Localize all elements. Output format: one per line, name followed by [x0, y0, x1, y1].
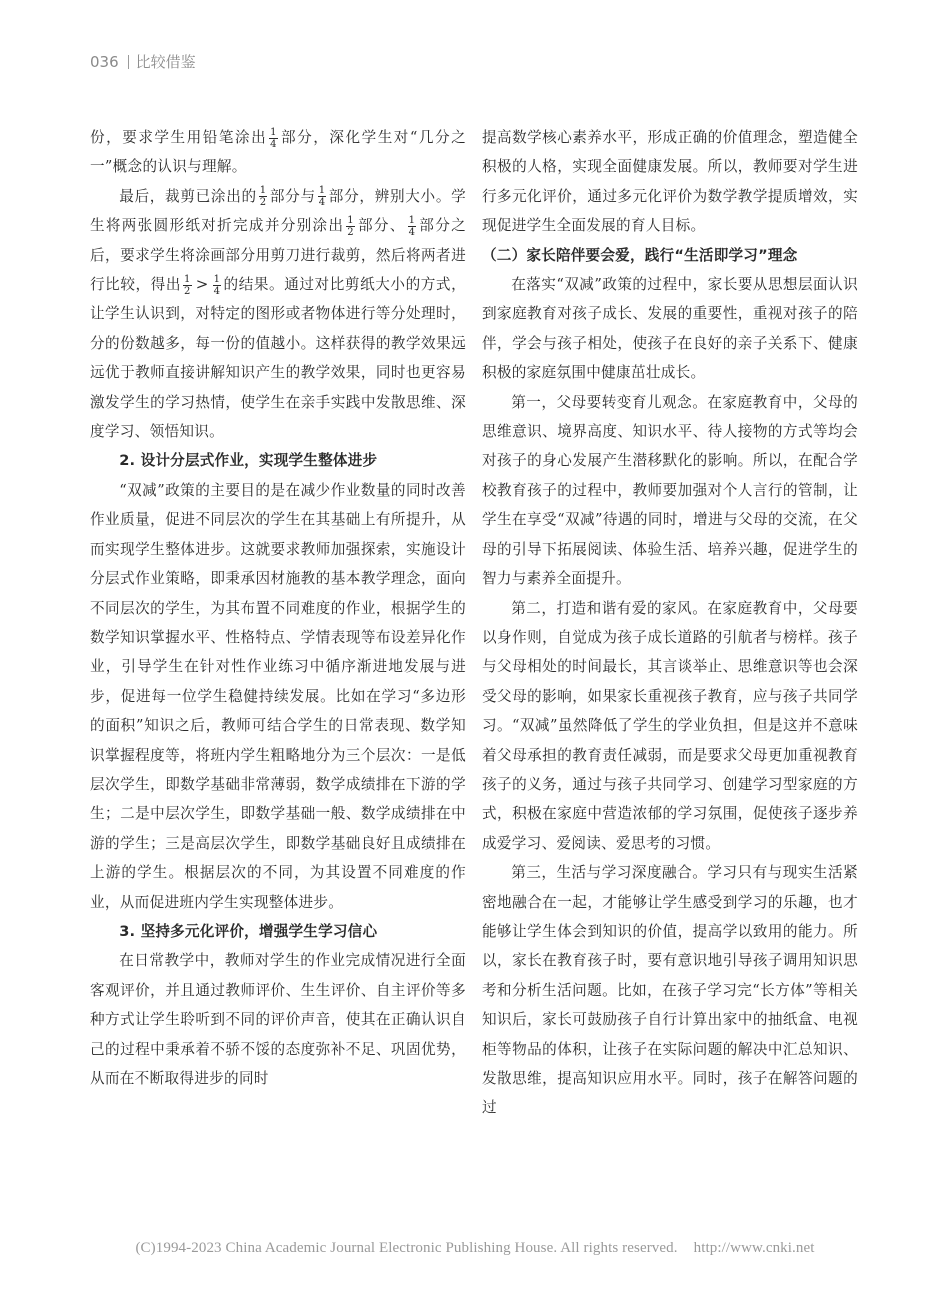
paragraph: 最后，裁剪已涂出的 $\frac{1}{2}$ 部分与 $\frac{1}{4}$ 部分，辨别大小。学生将两张圆形纸对折完成并分别涂出 $\frac{1}{2}$ 部分、 $\frac{1}{4}$ 部分之后，要求学生将涂画部分用剪刀进行裁剪，然后将两者进行比较，得出 $\frac{1}{2}$ > $\frac{1}{4}$ 的结果。通过对比剪纸大小的方式，让学生认识到，对特定的图形或者物体进行等分处理时，分的份数越多，每一份的值越小。这样获得的教学效果远远优于教师直接讲解知识产生的教学效果，同时也更容易激发学生的学习热情，使学生在亲手实践中发散思维、深度学习、领悟知识。 [90, 185, 467, 441]
paragraph: 在日常教学中，教师对学生的作业完成情况进行全面客观评价，并且通过教师评价、生生评价、自主评价等多种方式让学生聆听到不同的评价声音，使其在正确认识自己的过程中秉承着不骄不馁的态度弥补不足、巩固优势，从而在不断取得进步的同时 [90, 952, 466, 1087]
left-column [90, 123, 466, 1093]
paragraph: 第一，父母要转变育儿观念。在家庭教育中，父母的思维意识、境界高度、知识水平、待人接物的方式等均会对孩子的身心发展产生潜移默化的影响。所以，在配合学校教育孩子的过程中，教师要加强对个人言行的管制，让学生在享受“双减”待遇的同时，增进与父母的交流，在父母的引导下拓展阅读、体验生活、培养兴趣，促进学生的智力与素养全面提升。 [482, 393, 858, 588]
fraction-half: $\frac{1}{2}$ [347, 214, 354, 238]
fraction-quarter: $\frac{1}{4}$ [213, 273, 221, 297]
paragraph: 在落实“双减”政策的过程中，家长要从思想层面认识到家庭教育对孩子成长、发展的重要性，重视对孩子的陪伴，学会与孩子相处，使孩子在良好的亲子关系下、健康积极的家庭氛围中健康茁壮成长。 [482, 276, 858, 382]
paragraph: 第二，打造和谐有爱的家风。在家庭教育中，父母要以身作则，自觉成为孩子成长道路的引航者与榜样。孩子与父母相处的时间最长，其言谈举止、思维意识等也会深受父母的影响，如果家长重视孩子教育，应与孩子共同学习。“双减”虽然降低了学生的学业负担，但是这并不意味着父母承担的教育责任减弱，而是要求父母更加重视教育孩子的义务，通过与孩子共同学习、创建学习型家庭的方式，积极在家庭中营造浓郁的学习氛围，促使孩子逐步养成爱学习、爱阅读、爱思考的习惯。 [482, 599, 858, 852]
header-divider [128, 55, 129, 69]
fraction-half: $\frac{1}{2}$ [259, 185, 267, 209]
running-header [90, 51, 196, 72]
section-heading: 3. 坚持多元化评价，增强学生学习信心 [119, 922, 378, 940]
greater-than-symbol: > [195, 275, 209, 294]
paragraph: 提高数学核心素养水平，形成正确的价值理念，塑造健全积极的人格，实现全面健康发展。所以，教师要对学生进行多元化评价，通过多元化评价为数学教学提质增效，实现促进学生全面发展的育人目标。 [482, 129, 858, 235]
right-column [482, 123, 858, 1123]
fraction-quarter: $\frac{1}{4}$ [318, 185, 326, 209]
paragraph: 份，要求学生用铅笔涂出 $\frac{1}{4}$ 部分，深化学生对“几分之一”概念的认识与理解。 [90, 126, 466, 176]
fraction-half: $\frac{1}{2}$ [184, 273, 191, 297]
fraction-quarter: $\frac{1}{4}$ [270, 126, 277, 150]
page-number: 036 [90, 53, 119, 71]
section-title: 比较借鉴 [135, 53, 196, 71]
paragraph: 第三，生活与学习深度融合。学习只有与现实生活紧密地融合在一起，才能够让学生感受到学习的乐趣，也才能够让学生体会到知识的价值，提高学以致用的能力。所以，家长在教育孩子时，要有意识地引导孩子调用知识思考和分析生活问题。比如，在孩子学习完“长方体”等相关知识后，家长可鼓励孩子自行计算出家中的抽纸盒、电视柜等物品的体积，让孩子在实际问题的解决中汇总知识、发散思维，提高知识应用水平。同时，孩子在解答问题的过 [482, 864, 858, 1117]
section-heading: （二）家长陪伴要会爱，践行“生活即学习”理念 [482, 246, 798, 264]
section-heading: 2. 设计分层式作业，实现学生整体进步 [119, 452, 378, 470]
copyright-footer [0, 1240, 950, 1257]
copyright-text: (C)1994-2023 China Academic Journal Electronic Publishing House. All rights reserved. [135, 1240, 678, 1256]
fraction-quarter: $\frac{1}{4}$ [408, 214, 416, 238]
paragraph: “双减”政策的主要目的是在减少作业数量的同时改善作业质量，促进不同层次的学生在其基础上有所提升，从而实现学生整体进步。这就要求教师加强探索，实施设计分层式作业策略，即秉承因材施教的基本教学理念，面向不同层次的学生，为其布置不同难度的作业，根据学生的数学知识掌握水平、性格特点、学情表现等布设差异化作业，引导学生在针对性作业练习中循序渐进地发展与进步，促进每一位学生稳健持续发展。比如在学习“多边形的面积”知识之后，教师可结合学生的日常表现、数学知识掌握程度等，将班内学生粗略地分为三个层次：一是低层次学生，即数学基础非常薄弱，数学成绩排在下游的学生；二是中层次学生，即数学基础一般、数学成绩排在中游的学生；三是高层次学生，即数学基础良好且成绩排在上游的学生。根据层次的不同，为其设置不同难度的作业，从而促进班内学生实现整体进步。 [90, 481, 466, 911]
cnki-url[interactable]: http://www.cnki.net [693, 1240, 815, 1256]
